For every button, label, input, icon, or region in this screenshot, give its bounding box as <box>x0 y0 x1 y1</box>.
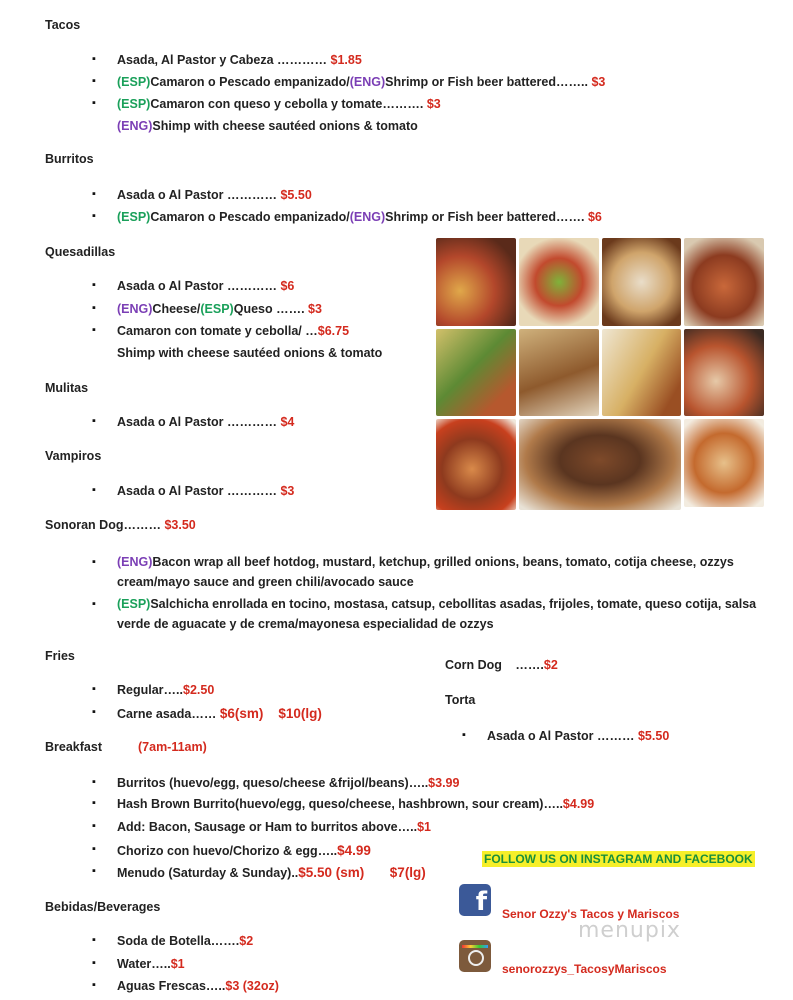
item-price: $3 <box>591 75 606 89</box>
menu-item-tacos-asada <box>117 53 362 67</box>
item-price: $4.99 <box>562 797 595 811</box>
section-header-tacos: Tacos <box>45 18 81 32</box>
item-text: Salchicha enrollada en tocino, mostasa, catsup, cebollitas asadas, frijoles, tomate, queso cotija, salsa verde de aguacate y de crema/mayonesa especialidad de ozzys <box>117 597 757 631</box>
section-header-sonoran-dog <box>45 518 196 532</box>
instagram-icon-lens <box>468 950 484 966</box>
item-text: Asada, Al Pastor y Cabeza ………… <box>117 53 328 67</box>
item-price: $2.50 <box>183 683 215 697</box>
food-photo <box>602 238 682 326</box>
item-text: Camaron con tomate y cebolla/ … <box>117 324 318 338</box>
item-text: Soda de Botella……. <box>117 934 240 948</box>
menu-item-fries-regular <box>117 683 214 697</box>
item-text-eng: Shrimp or Fish beer battered…….. <box>385 75 588 89</box>
menu-item-fries-carne-asada <box>117 706 322 721</box>
menu-item-tacos-camaron-queso-eng <box>117 119 418 133</box>
esp-tag: (ESP) <box>200 302 234 316</box>
menu-item-breakfast-chorizo <box>117 843 371 858</box>
section-header-corn-dog <box>445 658 558 672</box>
item-text: Camaron o Pescado empanizado/ <box>150 75 350 89</box>
item-text: Regular….. <box>117 683 183 697</box>
food-photo <box>602 329 682 417</box>
item-text: Asada o Al Pastor ……… <box>487 729 635 743</box>
food-photo <box>519 329 599 417</box>
section-header-beverages: Bebidas/Beverages <box>45 900 161 914</box>
item-price: $6 <box>587 210 602 224</box>
menu-item-sonoran-esp <box>117 594 777 634</box>
item-text: Cheese/ <box>152 302 201 316</box>
menu-item-breakfast-burritos <box>117 776 459 790</box>
item-text: Asada o Al Pastor ………… <box>117 484 277 498</box>
menu-item-burritos-asada <box>117 188 312 202</box>
menu-item-burritos-camaron <box>117 210 602 224</box>
section-header-burritos: Burritos <box>45 152 94 166</box>
item-text: Asada o Al Pastor ………… <box>117 415 277 429</box>
item-text: Menudo (Saturday & Sunday).. <box>117 866 299 880</box>
menu-item-tacos-camaron-queso <box>117 97 441 111</box>
item-price: $4.99 <box>337 843 371 858</box>
menu-item-breakfast-add <box>117 820 431 834</box>
section-header-fries: Fries <box>45 649 75 663</box>
item-price: $1.85 <box>330 53 362 67</box>
corn-dog-dots: ……. <box>515 658 544 672</box>
item-text: Chorizo con huevo/Chorizo & egg….. <box>117 844 338 858</box>
food-photo <box>684 238 764 326</box>
menu-item-breakfast-menudo <box>117 865 426 880</box>
item-price: $3 <box>426 97 441 111</box>
item-price: $3 (32oz) <box>225 979 279 993</box>
item-text: Asada o Al Pastor ………… <box>117 279 277 293</box>
menu-item-quesadillas-asada <box>117 279 294 293</box>
facebook-page-link[interactable]: Senor Ozzy's Tacos y Mariscos <box>502 907 680 921</box>
food-photo <box>519 238 599 326</box>
instagram-icon-strip <box>462 945 488 948</box>
item-price: $6.75 <box>317 324 350 338</box>
menupix-watermark: menupix <box>578 918 681 943</box>
esp-tag: (ESP) <box>117 597 151 611</box>
item-price: $3 <box>280 484 295 498</box>
item-price: $3 <box>308 302 322 316</box>
item-price: $5.50 <box>280 188 312 202</box>
menu-item-soda <box>117 934 253 948</box>
item-price: $3.50 <box>164 518 196 532</box>
section-header-vampiros: Vampiros <box>45 449 102 463</box>
item-text: Asada o Al Pastor ………… <box>117 188 277 202</box>
follow-us-banner: FOLLOW US ON INSTAGRAM AND FACEBOOK <box>484 852 753 866</box>
item-price: $2 <box>239 934 254 948</box>
item-text: Add: Bacon, Sausage or Ham to burritos above….. <box>117 820 418 834</box>
menu-item-water <box>117 957 185 971</box>
item-text-eng: Shimp with cheese sautéed onions & tomato <box>152 119 418 133</box>
eng-tag: (ENG) <box>349 210 386 224</box>
facebook-icon[interactable] <box>459 884 491 916</box>
eng-tag: (ENG) <box>117 555 153 569</box>
esp-tag: (ESP) <box>117 75 151 89</box>
section-header-torta: Torta <box>445 693 476 707</box>
item-text: Water….. <box>117 957 171 971</box>
item-text: Bacon wrap all beef hotdog, mustard, ketchup, grilled onions, beans, tomato, cotija cheese, ozzys cream/mayo sauce and green chili/avocado sauce <box>117 555 734 589</box>
item-price: $5.50 (sm) <box>298 865 365 880</box>
facebook-glyph: f <box>475 887 487 917</box>
food-photo <box>436 419 516 510</box>
food-photo <box>684 419 764 507</box>
corn-dog-title: Corn Dog <box>445 658 502 672</box>
menu-item-mulitas-asada <box>117 415 294 429</box>
menu-item-sonoran-eng <box>117 552 777 592</box>
sonoran-dog-title: Sonoran Dog……… <box>45 518 161 532</box>
food-photo <box>684 329 764 417</box>
menu-item-torta-asada <box>487 729 669 743</box>
item-price: $3.99 <box>428 776 460 790</box>
item-text-eng: Shrimp or Fish beer battered……. <box>385 210 585 224</box>
item-text: Hash Brown Burrito(huevo/egg, queso/cheese, hashbrown, sour cream)….. <box>117 797 563 811</box>
menu-item-quesadillas-camaron-eng: Shimp with cheese sautéed onions & tomato <box>117 346 383 360</box>
food-photo <box>436 238 516 326</box>
item-text: Camaron o Pescado empanizado/ <box>150 210 350 224</box>
menu-item-quesadillas-camaron <box>117 324 349 338</box>
eng-tag: (ENG) <box>117 119 153 133</box>
food-photo <box>436 329 516 417</box>
instagram-handle-link[interactable]: senorozzys_TacosyMariscos <box>502 962 667 976</box>
item-price: $2 <box>543 658 558 672</box>
menu-item-breakfast-hash-brown <box>117 797 594 811</box>
esp-tag: (ESP) <box>117 210 151 224</box>
item-price: $1 <box>170 957 185 971</box>
item-price: $5.50 <box>637 729 670 743</box>
item-text-esp: Queso ……. <box>233 302 305 316</box>
menu-item-vampiros-asada <box>117 484 294 498</box>
esp-tag: (ESP) <box>117 97 151 111</box>
eng-tag: (ENG) <box>117 302 153 316</box>
menu-item-quesadillas-cheese <box>117 302 322 316</box>
section-header-breakfast: Breakfast <box>45 740 102 754</box>
breakfast-hours: (7am-11am) <box>138 740 207 754</box>
food-photo-collage <box>436 238 764 510</box>
item-text: Aguas Frescas….. <box>117 979 226 993</box>
item-price: $6 <box>280 279 295 293</box>
item-price: $4 <box>280 415 295 429</box>
item-price-large: $7(lg) <box>389 865 426 880</box>
item-price: $6(sm) $10(lg) <box>219 706 322 721</box>
menu-item-aguas-frescas <box>117 979 279 993</box>
menu-item-tacos-camaron-empanizado <box>117 75 605 89</box>
item-text: Camaron con queso y cebolla y tomate………. <box>150 97 424 111</box>
item-text: Burritos (huevo/egg, queso/cheese &frijol/beans)….. <box>117 776 429 790</box>
eng-tag: (ENG) <box>349 75 386 89</box>
food-photo <box>519 419 682 510</box>
item-price: $1 <box>417 820 431 834</box>
section-header-quesadillas: Quesadillas <box>45 245 116 259</box>
instagram-icon[interactable] <box>459 940 491 972</box>
item-text: Carne asada…… <box>117 707 217 721</box>
section-header-mulitas: Mulitas <box>45 381 89 395</box>
